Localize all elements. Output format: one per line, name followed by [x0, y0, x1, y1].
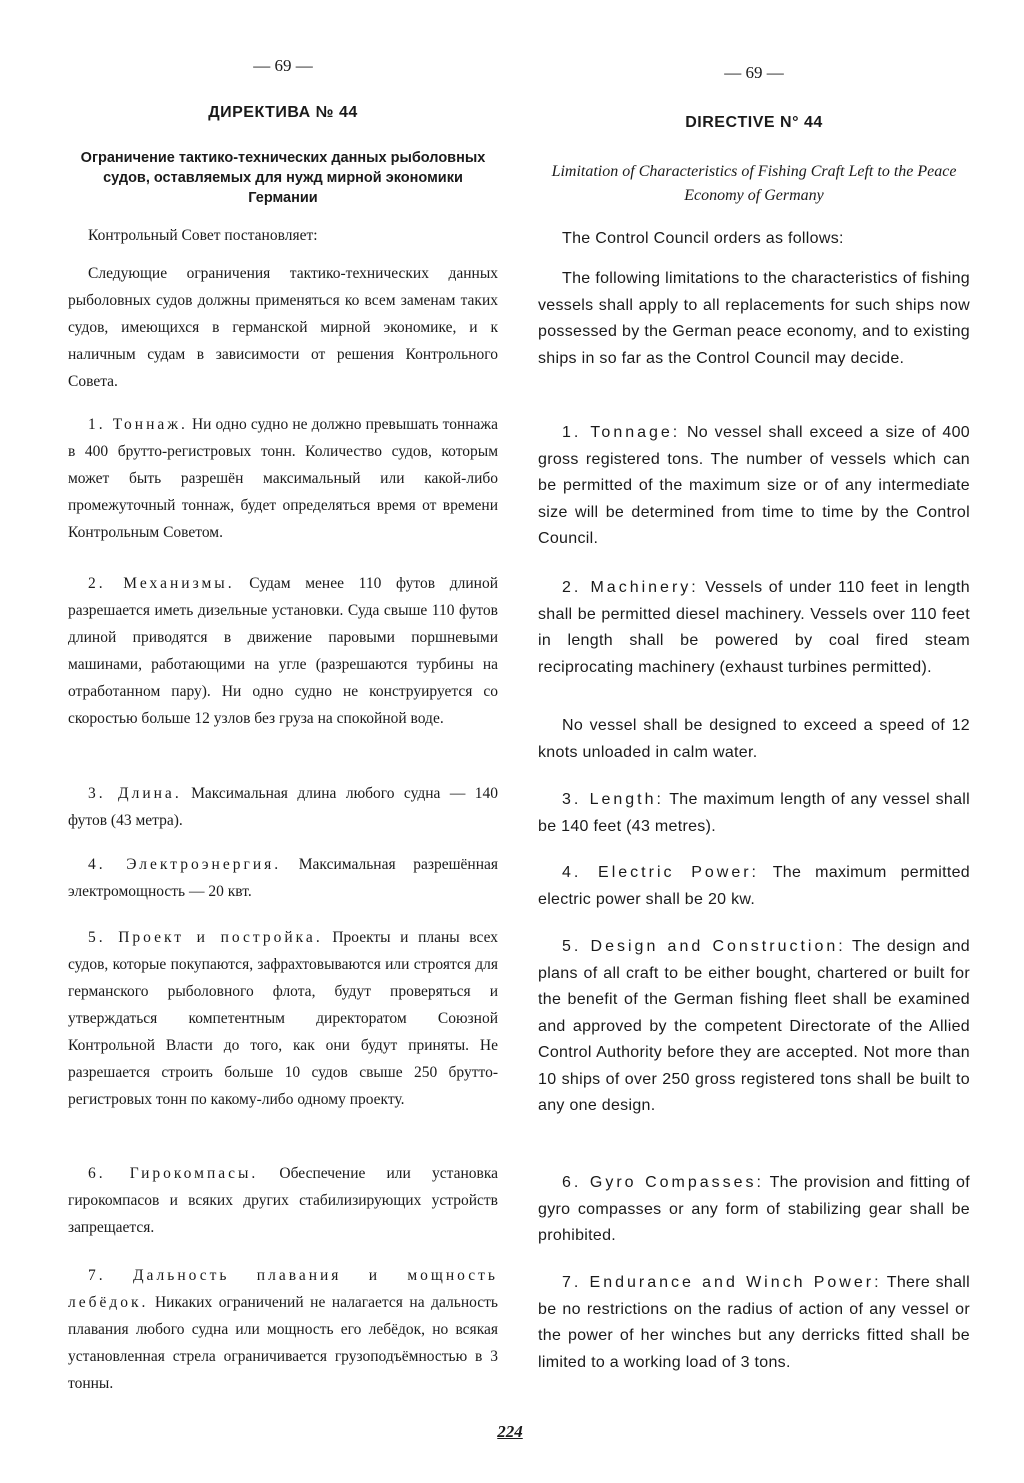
intro-en: The Control Council orders as follows:	[562, 230, 844, 247]
item-text: Максимальная длина любого судна — 140 футов (43 метра).	[68, 785, 499, 829]
item-2b-en	[538, 713, 970, 766]
subtitle-ru: Ограничение тактико-технических данных рыболовных судов, оставляемых для нужд мирной экономики Германии	[80, 150, 486, 206]
item-text: The design and plans of all craft to be either bought, chartered or built for the benefit of the German fishing fleet shall be examined and approved by the competent Directorate of the Allied Control Authority before they are accepted. Not more than 10 ships of over 250 gross registered tons shall be built to any one design.	[538, 938, 970, 1114]
item-text: Максимальная разрешённая электромощность — 20 квт.	[68, 856, 499, 900]
item-term: 5. Проект и постройка.	[88, 929, 323, 946]
page-number-en: — 69 —	[724, 63, 784, 82]
intro-ru: Контрольный Совет постановляет:	[88, 227, 318, 244]
item-text: There shall be no restrictions on the radius of action of any vessel or the power of her winches but any derricks fitted shall be limited to a working load of 3 tons.	[538, 1274, 970, 1371]
item-text: The maximum length of any vessel shall be 140 feet (43 metres).	[538, 791, 970, 835]
item-6-ru	[68, 1160, 498, 1241]
item-1-ru	[68, 411, 498, 546]
preamble-ru: Следующие ограничения тактико-технических данных рыболовных судов должны применяться ко всем заменам таких судов, имеющихся в германской мирной экономике, и к наличным судам в зависимости от решения Контрольного Совета.	[68, 265, 498, 390]
item-term: 4. Электроэнергия.	[88, 856, 282, 873]
item-text: Ни одно судно не должно превышать тоннажа в 400 брутто-регистровых тонн. Количество судов, которым может быть разрешён максимальный или какой-либо промежуточный тоннаж, будет определяться время от времени Контрольным Советом.	[68, 416, 499, 541]
item-text: No vessel shall exceed a size of 400 gross registered tons. The number of vessels which can be permitted of the maximum size or of any intermediate size will be determined from time to time by the Control Council.	[538, 424, 970, 547]
item-4-ru	[68, 851, 498, 905]
item-text: Обеспечение или установка гирокомпасов и всяких других стабилизирующих устройств запрещается.	[68, 1165, 498, 1236]
item-term: 7. Дальность плавания и мощность лебёдок.	[68, 1267, 498, 1311]
item-term: 4. Electric Power:	[562, 864, 759, 881]
item-5-ru	[68, 924, 498, 1113]
item-term: 2. Machinery:	[562, 579, 699, 596]
item-term: 6. Гирокомпасы.	[88, 1165, 259, 1182]
item-term: 5. Design and Construction:	[562, 938, 846, 955]
item-6-en	[538, 1170, 970, 1250]
item-term: 3. Length:	[562, 791, 664, 808]
item-text: Проекты и планы всех судов, которые покупаются, зафрахтовываются или строятся для германского рыболовного флота, будут проверяться и утверждаться компетентным директоратом Союзной Контрольной Власти до того, как они будут приняты. Не разрешается строить больше 10 судов свыше 250 брутто-регистровых тонн по какому-либо одному проекту.	[68, 929, 499, 1108]
item-5-en	[538, 934, 970, 1120]
item-2-ru	[68, 570, 498, 732]
item-3-en	[538, 787, 970, 840]
item-text: No vessel shall be designed to exceed a speed of 12 knots unloaded in calm water.	[538, 717, 970, 761]
item-text: Никаких ограничений не налагается на дальность плавания любого судна или мощность его лебёдок, но всякая установленная стрела ограничивается грузоподъёмностью в 3 тонны.	[68, 1294, 499, 1392]
item-7-ru	[68, 1262, 498, 1397]
heading-en: DIRECTIVE N° 44	[685, 114, 823, 131]
item-4-en	[538, 860, 970, 913]
item-text: The provision and fitting of gyro compasses or any form of stabilizing gear shall be prohibited.	[538, 1174, 970, 1244]
item-term: 1. Тоннаж.	[88, 416, 188, 433]
item-term: 6. Gyro Compasses:	[562, 1174, 765, 1191]
item-text: The maximum permitted electric power shall be 20 kw.	[538, 864, 970, 908]
item-2-en	[538, 575, 970, 681]
item-7-en	[538, 1270, 970, 1376]
item-text: Судам менее 110 футов длиной разрешается иметь дизельные установки. Суда свыше 110 футов длиной приводятся в движение паровыми поршневыми машинами, работающими на угле (разрешаются турбины на отработанном пару). Ни одно судно не конструируется со скоростью больше 12 узлов без груза на спокойной воде.	[68, 575, 498, 727]
item-term: 7. Endurance and Winch Power:	[562, 1274, 882, 1291]
item-term: 3. Длина.	[88, 785, 182, 802]
item-3-ru	[68, 780, 498, 834]
item-term: 1. Tonnage:	[562, 424, 681, 441]
heading-ru: ДИРЕКТИВА № 44	[208, 104, 358, 121]
footer-page-number: 224	[497, 1422, 523, 1441]
subtitle-en: Limitation of Characteristics of Fishing Craft Left to the Peace Economy of Germany	[551, 163, 957, 204]
item-term: 2. Механизмы.	[88, 575, 235, 592]
item-1-en	[538, 420, 970, 553]
item-text: Vessels of under 110 feet in length shall be permitted diesel machinery. Vessels over 110 feet in length shall be powered by coal fired steam reciprocating machinery (exhaust turbines permitted).	[538, 579, 970, 676]
page-number-ru: — 69 —	[253, 56, 313, 75]
preamble-en: The following limitations to the characteristics of fishing vessels shall apply to all replacements for such ships now possessed by the German peace economy, and to existing ships in so far as the Control Council may decide.	[538, 270, 970, 367]
